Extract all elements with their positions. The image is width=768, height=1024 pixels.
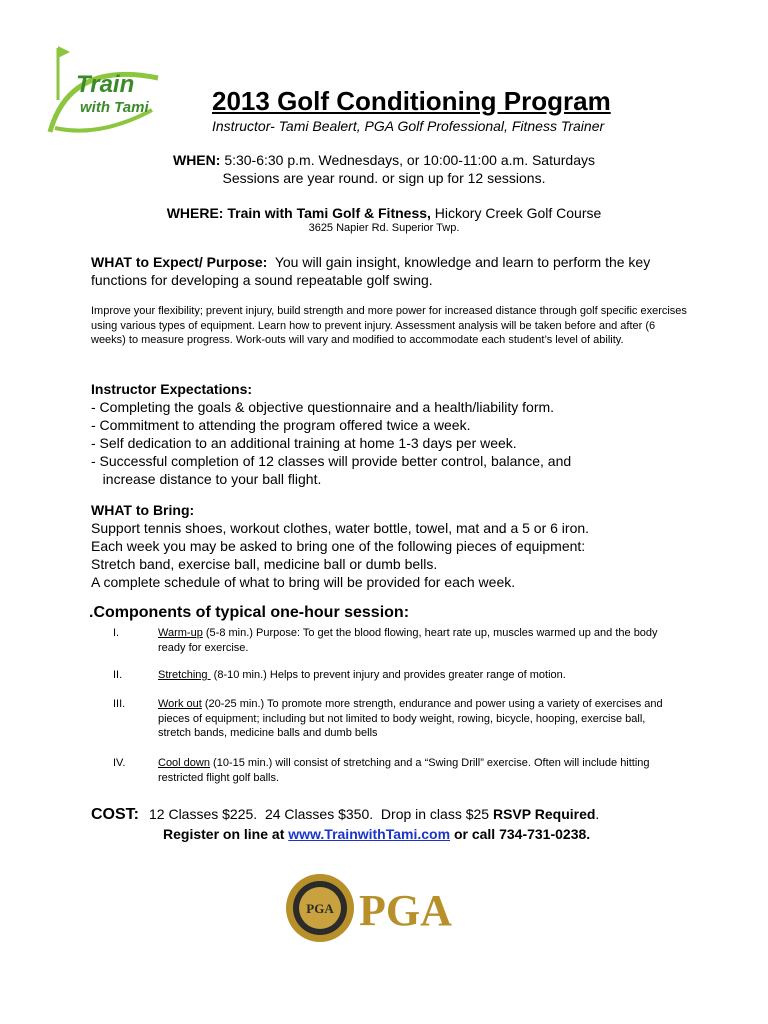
component-item (113, 668, 673, 683)
page-subtitle: Instructor- Tami Bealert, PGA Golf Professional, Fitness Trainer (212, 118, 605, 134)
components-heading: .Components of typical one-hour session: (89, 604, 410, 621)
logo-text-train: Train (76, 71, 135, 98)
train-with-tami-logo (40, 40, 165, 140)
when-sessions: Sessions are year round. or sign up for 12 sessions. (222, 170, 546, 186)
list-item: increase distance to your ball flight. (91, 471, 322, 487)
list-item: - Completing the goals & objective questionnaire and a health/liability form. (91, 399, 555, 415)
when-line (0, 152, 768, 168)
list-item: - Successful completion of 12 classes will provide better control, balance, and (91, 453, 572, 469)
what-bring-line: Each week you may be asked to bring one of the following pieces of equipment: (91, 538, 586, 554)
page-title: 2013 Golf Conditioning Program (212, 86, 611, 116)
when-schedule: 5:30-6:30 p.m. Wednesdays, or 10:00-11:00 a.m. Saturdays (224, 152, 596, 168)
component-text: (8-10 min.) Helps to prevent injury and provides greater range of motion. (210, 669, 566, 681)
component-numeral: II. (113, 669, 123, 681)
list-item: - Self dedication to an additional training at home 1-3 days per week. (91, 435, 517, 451)
register-line (163, 826, 590, 842)
where-address: 3625 Napier Rd. Superior Twp. (308, 222, 460, 234)
cost-end: . (595, 806, 600, 822)
instructor-expectations-section (91, 380, 691, 488)
what-expect-section (91, 253, 691, 289)
cost-line (91, 806, 599, 824)
what-bring-line: Stretch band, exercise ball, medicine ball or dumb bells. (91, 556, 438, 572)
what-expect-detail: Improve your flexibility; prevent injury, build strength and more power for increased distance through golf specific exercises using various types of equipment. Learn how to prevent injury. Assessment analysis will be taken before and after (6 weeks) to measure progress. Work-outs will vary and modified to accommodate each student’s level of ability. (91, 305, 687, 346)
component-text: (10-15 min.) will consist of stretching and a “Swing Drill” exercise. Often will include hitting restricted flight golf balls. (158, 757, 650, 784)
rsvp-required: RSVP Required (492, 806, 596, 822)
what-expect-text: You will gain insight, knowledge and learn to perform the key functions for developing a sound repeatable golf swing. (91, 254, 651, 288)
cost-text: 12 Classes $225. 24 Classes $350. Drop in class $25 (149, 806, 493, 822)
logo-text-with-tami: with Tami (80, 99, 149, 116)
where-line (0, 205, 768, 221)
instructor-expectations-heading: Instructor Expectations: (91, 381, 253, 397)
component-text: (5-8 min.) Purpose: To get the blood flowing, heart rate up, muscles warmed up and the body ready for exercise. (158, 627, 658, 654)
pga-seal-text: PGA (306, 901, 334, 916)
component-item (113, 697, 673, 741)
component-name: Stretching (158, 669, 211, 681)
component-item (113, 626, 673, 655)
component-item (113, 756, 673, 785)
register-post: or call 734-731-0238. (450, 826, 591, 842)
what-bring-line: Support tennis shoes, workout clothes, water bottle, towel, mat and a 5 or 6 iron. (91, 520, 590, 536)
component-numeral: IV. (113, 757, 126, 769)
what-expect-label: WHAT to Expect/ Purpose: (91, 254, 268, 270)
list-item: - Commitment to attending the program offered twice a week. (91, 417, 471, 433)
component-numeral: III. (113, 698, 126, 710)
component-name: Warm-up (158, 627, 203, 639)
where-place: Hickory Creek Golf Course (430, 205, 602, 221)
pga-logo (285, 870, 485, 946)
when-label: WHEN: (172, 152, 221, 168)
website-link[interactable]: www.TrainwithTami.com (288, 826, 451, 842)
what-bring-section (91, 501, 711, 591)
what-bring-line: A complete schedule of what to bring will be provided for each week. (91, 574, 516, 590)
register-pre: Register on line at (163, 826, 289, 842)
component-numeral: I. (113, 627, 120, 639)
cost-label: COST: (91, 806, 139, 823)
pga-wordmark: PGA (359, 886, 452, 935)
component-name: Cool down (158, 757, 210, 769)
where-label: WHERE: (166, 205, 224, 221)
where-name: Train with Tami Golf & Fitness, (227, 205, 431, 221)
what-bring-heading: WHAT to Bring: (91, 502, 195, 518)
component-text: (20-25 min.) To promote more strength, endurance and power using a variety of exercises and pieces of equipment; including but not limited to body weight, rowing, bicycle, hooping, exercise ball, stretch bands, medicine balls and dumb bells (158, 698, 663, 739)
component-name: Work out (158, 698, 202, 710)
